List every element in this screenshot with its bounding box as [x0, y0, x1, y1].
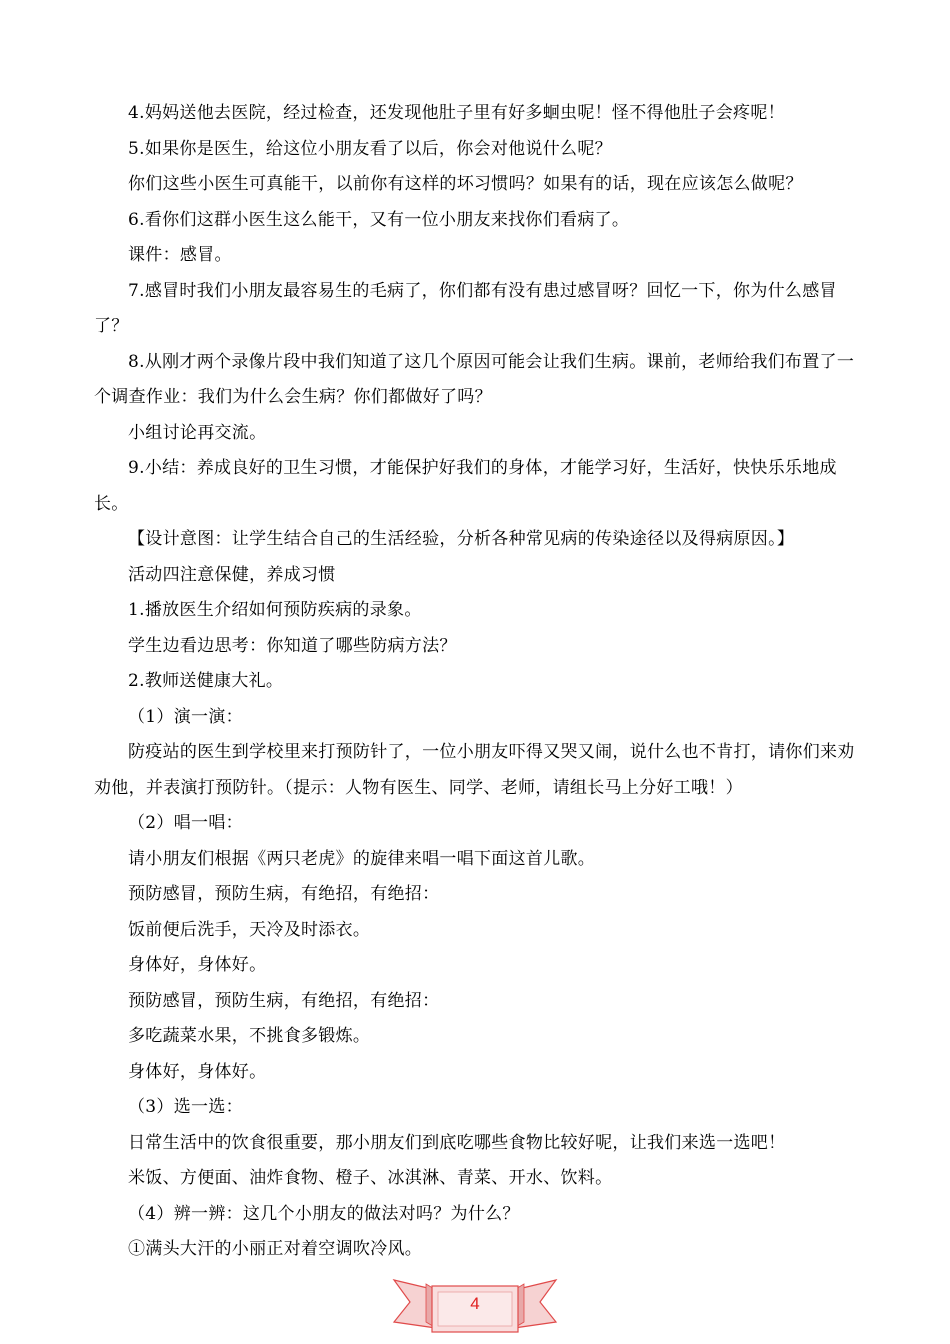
- paragraph: 米饭、方便面、油炸食物、橙子、冰淇淋、青菜、开水、饮料。: [128, 1168, 613, 1188]
- song-line: 多吃蔬菜水果，不挑食多锻炼。: [128, 1026, 371, 1046]
- paragraph: 4.妈妈送他去医院，经过检查，还发现他肚子里有好多蛔虫呢！怪不得他肚子会疼呢！: [128, 103, 785, 123]
- paragraph: 7.感冒时我们小朋友最容易生的毛病了，你们都有没有患过感冒呀？回忆一下，你为什么感冒了？: [94, 280, 837, 336]
- paragraph: 你们这些小医生可真能干，以前你有这样的坏习惯吗？如果有的话，现在应该怎么做呢？: [128, 174, 803, 194]
- document-body: [94, 96, 864, 1268]
- section-heading: 活动四注意保健，养成习惯: [128, 564, 336, 585]
- paragraph: 6.看你们这群小医生这么能干，又有一位小朋友来找你们看病了。: [128, 209, 630, 230]
- paragraph: 9.小结：养成良好的卫生习惯，才能保护好我们的身体，才能学习好，生活好，快快乐乐地成长。: [94, 458, 837, 514]
- song-line: 饭前便后洗手，天冷及时添衣。: [128, 919, 371, 940]
- subheading: （1）演一演：: [128, 706, 243, 727]
- paragraph: 学生边看边思考：你知道了哪些防病方法？: [128, 635, 457, 656]
- song-line: 身体好，身体好。: [128, 1061, 267, 1082]
- paragraph: ①满头大汗的小丽正对着空调吹冷风。: [128, 1239, 423, 1259]
- song-line: 预防感冒，预防生病，有绝招，有绝招：: [128, 990, 440, 1011]
- paragraph: 防疫站的医生到学校里来打预防针了，一位小朋友吓得又哭又闹，说什么也不肯打，请你们来劝劝他，并表演打预防针。（提示：人物有医生、同学、老师，请组长马上分好工哦！）: [94, 742, 855, 798]
- page-number: 4: [470, 1294, 480, 1313]
- subheading: （2）唱一唱：: [128, 813, 243, 833]
- paragraph: 请小朋友们根据《两只老虎》的旋律来唱一唱下面这首儿歌。: [128, 848, 596, 869]
- paragraph: 5.如果你是医生，给这位小朋友看了以后，你会对他说什么呢？: [128, 138, 612, 159]
- paragraph: 小组讨论再交流。: [128, 422, 267, 443]
- paragraph: 日常生活中的饮食很重要，那小朋友们到底吃哪些食物比较好呢，让我们来选一选吧！: [128, 1132, 786, 1153]
- song-line: 身体好，身体好。: [128, 955, 267, 975]
- song-line: 预防感冒，预防生病，有绝招，有绝招：: [128, 884, 440, 904]
- paragraph: 8.从刚才两个录像片段中我们知道了这几个原因可能会让我们生病。课前，老师给我们布置了一个调查作业：我们为什么会生病？你们都做好了吗？: [94, 351, 855, 407]
- paragraph: 2.教师送健康大礼。: [128, 671, 284, 691]
- paragraph: 1.播放医生介绍如何预防疾病的录象。: [128, 600, 422, 620]
- paragraph: 课件：感冒。: [128, 245, 232, 265]
- page-footer: [392, 1272, 558, 1338]
- subheading: （3）选一选：: [128, 1097, 243, 1117]
- subheading: （4）辨一辨：这几个小朋友的做法对吗？为什么？: [128, 1203, 520, 1224]
- design-intent-note: 【设计意图：让学生结合自己的生活经验，分析各种常见病的传染途径以及得病原因。】: [128, 529, 795, 549]
